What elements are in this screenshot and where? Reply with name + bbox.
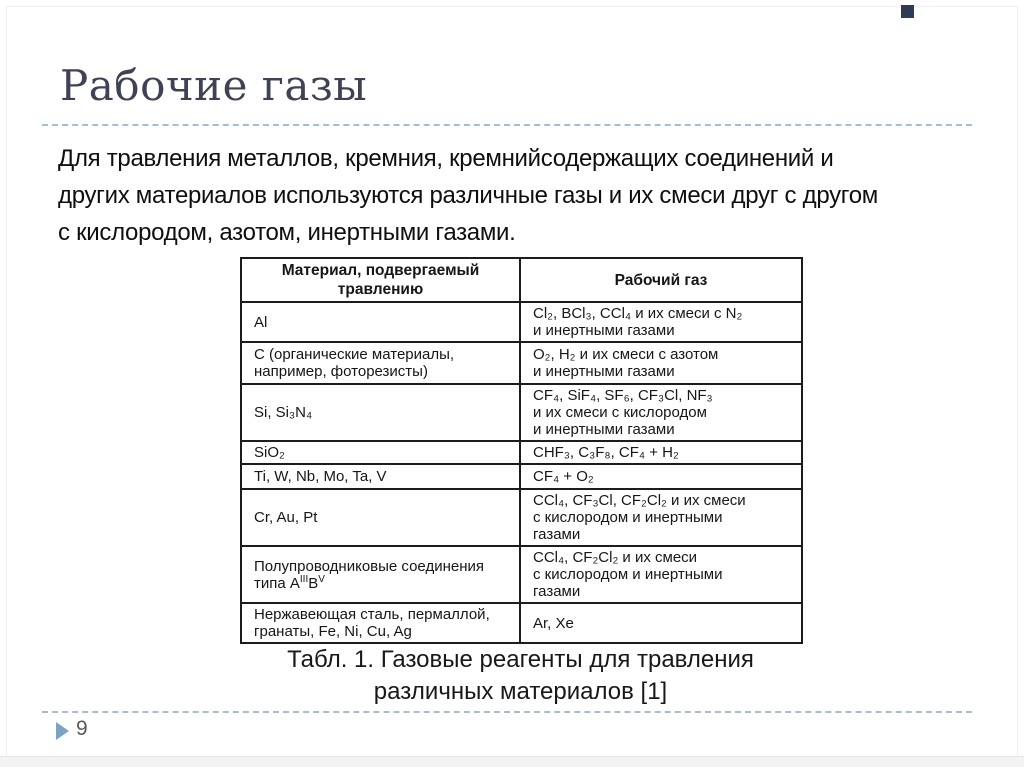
cell-line: CCl₄, CF₂Cl₂ и их смеси [533,549,698,566]
table-row [241,441,802,464]
material-cell [241,384,520,441]
cell-line: и инертными газами [533,421,675,438]
material-cell [241,464,520,489]
paragraph-line: с кислородом, азотом, инертными газами. [58,219,516,246]
paragraph-line: Для травления металлов, кремния, кремнийсодержащих соединений и [58,145,834,172]
cell-line: Si, Si₃N₄ [254,404,313,421]
paragraph-line: других материалов используются различные газы и их смеси друг с другом [58,182,878,209]
material-header-cell [241,258,520,302]
cell-line: Cl₂, BCl₃, CCl₄ и их смеси с N₂ [533,305,743,322]
bottom-band [0,756,1024,767]
title-divider [42,124,972,126]
cell-text: типа A [254,574,300,592]
cell-line: Материал, подвергаемый [281,262,480,279]
gas-cell [520,384,802,441]
table-row [241,489,802,546]
gas-cell [520,441,802,464]
footer-divider [42,711,972,713]
gas-cell [520,489,802,546]
etching-table [240,257,803,644]
body-paragraph [58,140,1008,251]
gas-header-cell [520,258,802,302]
cell-line: CF₄, SiF₄, SF₆, CF₃Cl, NF₃ [533,387,713,404]
cell-line: травлению [337,281,424,298]
material-cell [241,489,520,546]
cell-line: и их смеси с кислородом [533,404,707,421]
cell-line: газами [533,583,581,600]
caption-line: Табл. 1. Газовые реагенты для травления [287,646,754,673]
cell-line: CHF₃, C₃F₈, CF₄ + H₂ [533,444,679,461]
table-header-row [241,258,802,302]
cell-line: CCl₄, CF₃Cl, CF₂Cl₂ и их смеси [533,492,746,509]
cell-line: CF₄ + O₂ [533,468,594,485]
table-caption [240,644,801,708]
table-row [241,384,802,441]
cell-line: Нержавеющая сталь, пермаллой, [254,606,490,623]
cell-line: С (органические материалы, [254,346,455,363]
cell-line: Cr, Au, Pt [254,509,318,526]
cell-line: с кислородом и инертными [533,509,723,526]
material-cell [241,603,520,643]
cell-line: и инертными газами [533,363,675,380]
gas-cell [520,603,802,643]
cell-line: Полупроводниковые соединения [254,557,484,575]
gas-cell [520,302,802,342]
cell-line: Рабочий газ [614,271,708,289]
page-arrow-icon [56,722,69,740]
cell-line: гранаты, Fe, Ni, Cu, Ag [254,623,412,640]
cell-line: Ar, Xe [533,614,574,632]
cell-line: с кислородом и инертными [533,566,723,583]
table-row [241,342,802,384]
material-cell [241,546,520,603]
cell-line: Al [254,313,268,331]
cell-line: газами [533,526,581,543]
cell-text: B [308,574,319,592]
material-cell [241,342,520,384]
material-cell [241,302,520,342]
cell-line [254,575,513,592]
slide-title: Рабочие газы [60,61,368,110]
corner-accent-square-icon [901,5,914,18]
table-row [241,603,802,643]
table-row [241,302,802,342]
caption-line: различных материалов [1] [373,678,668,705]
page-number: 9 [76,717,88,740]
cell-line: Ti, W, Nb, Mo, Ta, V [254,468,387,485]
cell-line: и инертными газами [533,322,675,339]
cell-line: SiO₂ [254,444,285,461]
superscript-text: III [299,573,309,585]
table-row [241,464,802,489]
gas-cell [520,464,802,489]
gas-cell [520,342,802,384]
gas-cell [520,546,802,603]
table-body [241,302,802,643]
cell-line: O₂, H₂ и их смеси с азотом [533,346,719,363]
table-header [241,258,802,302]
cell-line: например, фоторезисты) [254,363,428,380]
table-row [241,546,802,603]
superscript-text: V [318,573,325,585]
material-cell [241,441,520,464]
